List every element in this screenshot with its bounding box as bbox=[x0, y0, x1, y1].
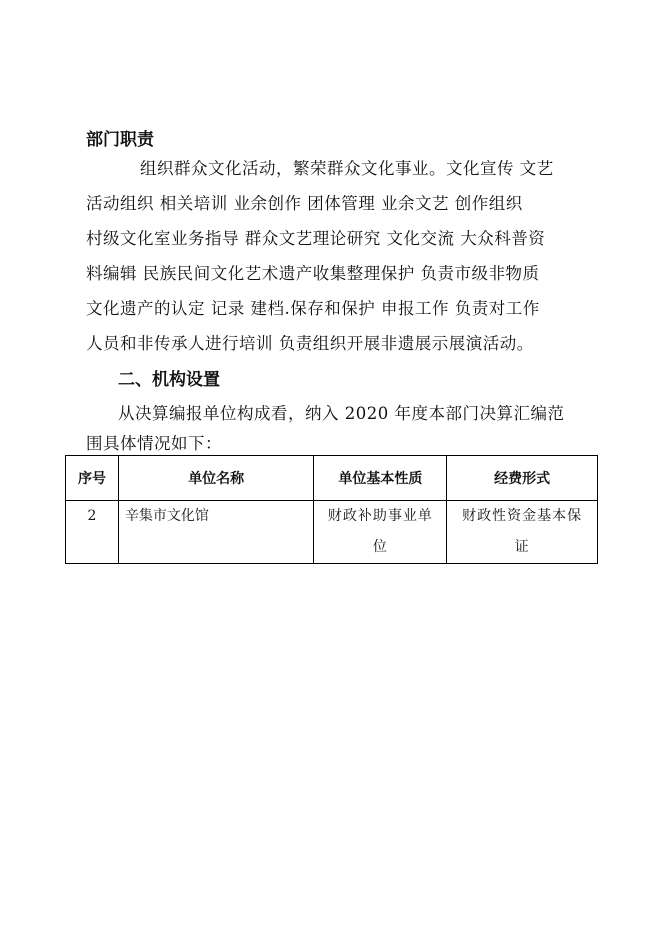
cell-unit-name: 辛集市文化馆 bbox=[118, 501, 314, 564]
header-unit-name: 单位名称 bbox=[118, 456, 314, 501]
table-header-row bbox=[66, 456, 598, 501]
unit-table bbox=[65, 455, 598, 564]
dept-duty-line-4: 料编辑 民族民间文化艺术遗产收集整理保护 负责市级非物质 bbox=[86, 264, 540, 283]
section-heading-org: 二、机构设置 bbox=[118, 370, 220, 390]
dept-duty-line-2: 活动组织 相关培训 业余创作 团体管理 业余文艺 创作组织 bbox=[86, 194, 523, 213]
dept-duty-line-6: 人员和非传承人进行培训 负责组织开展非遗展示展演活动。 bbox=[86, 334, 534, 353]
org-text-line-1: 从决算编报单位构成看，纳入 2020 年度本部门决算汇编范 bbox=[118, 404, 565, 423]
section-heading-dept: 部门职责 bbox=[86, 130, 154, 150]
header-unit-nature: 单位基本性质 bbox=[314, 456, 447, 501]
table-row bbox=[66, 501, 598, 564]
cell-seq: 2 bbox=[66, 501, 119, 564]
cell-funding: 财政性资金基本保证 bbox=[447, 501, 598, 564]
header-funding: 经费形式 bbox=[447, 456, 598, 501]
cell-unit-nature: 财政补助事业单位 bbox=[314, 501, 447, 564]
org-text-line-2: 围具体情况如下： bbox=[86, 434, 222, 453]
dept-duty-line-3: 村级文化室业务指导 群众文艺理论研究 文化交流 大众科普资 bbox=[86, 229, 546, 248]
header-seq: 序号 bbox=[66, 456, 119, 501]
dept-duty-line-1: 组织群众文化活动，繁荣群众文化事业。文化宣传 文艺 bbox=[140, 159, 554, 178]
dept-duty-line-5: 文化遗产的认定 记录 建档.保存和保护 申报工作 负责对工作 bbox=[86, 299, 540, 318]
